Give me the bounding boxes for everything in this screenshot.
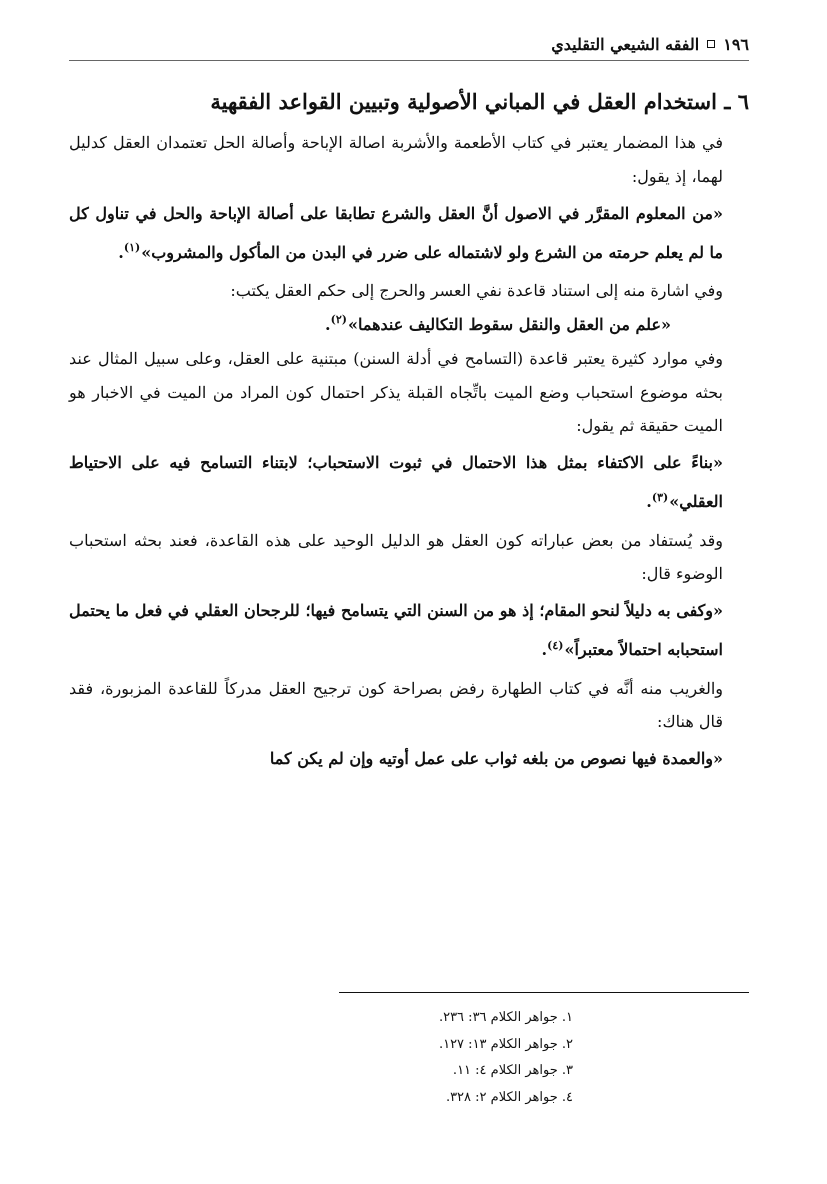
quote-4: «وكفى به دليلاً لنحو المقام؛ إذ هو من السنن التي يتسامح فيها؛ للرجحان العقلي في فعل ما يحتمل استحبابه احتمالاً معتبراً»$^{(٤)}$. bbox=[69, 601, 724, 659]
footnote-ref-4: (٤) bbox=[547, 638, 564, 652]
quote-2: «علم من العقل والنقل سقوط التكاليف عندهما»$^{(٢)}$. bbox=[325, 313, 671, 334]
footnote-divider bbox=[339, 992, 749, 993]
quote-4-text: «وكفى به دليلاً لنحو المقام؛ إذ هو من السنن التي يتسامح فيها؛ للرجحان العقلي في فعل ما يحتمل استحبابه احتمالاً معتبراً» bbox=[69, 601, 724, 659]
footnote-ref-1: (١) bbox=[123, 241, 141, 255]
body-paragraph-5: والغريب منه أنَّه في كتاب الطهارة رفض بصراحة كون ترجيح العقل مدركاً للقاعدة المزبورة، فقد قال هناك: bbox=[69, 678, 723, 731]
footnotes bbox=[69, 992, 749, 1112]
section-title: ٦ ـ استخدام العقل في المباني الأصولية وتبيين القواعد الفقهية bbox=[210, 89, 749, 114]
footnote-ref-3: (٣) bbox=[651, 490, 669, 504]
header-divider bbox=[69, 60, 749, 61]
main-content bbox=[69, 88, 749, 781]
quote-3-text: «بناءً على الاكتفاء بمثل هذا الاحتمال في ثبوت الاستحباب؛ لابتناء التسامح فيه على الاحتياط العقلي» bbox=[69, 453, 723, 511]
footnote-1: ١. جواهر الكلام ٣٦: ٢٣٦. bbox=[438, 1010, 573, 1025]
footnote-3: ٣. جواهر الكلام ٤: ١١. bbox=[452, 1063, 573, 1079]
body-paragraph-1: في هذا المضمار يعتبر في كتاب الأطعمة والأشربة اصالة الإباحة وأصالة الحل تعتمدان العقل كدليل لهما، إذ يقول: bbox=[69, 133, 723, 186]
footnote-ref-2: (٢) bbox=[330, 313, 347, 327]
footnote-2: ٢. جواهر الكلام ١٣: ١٢٧. bbox=[438, 1036, 573, 1052]
book-title: الفقه الشيعي التقليدي bbox=[551, 34, 700, 54]
footnote-4: ٤. جواهر الكلام ٢: ٣٢٨. bbox=[445, 1089, 573, 1105]
quote-1-text: «من المعلوم المقرَّر في الاصول أنَّ العقل والشرع تطابقا على أصالة الإباحة والحل في تناول كل ما لم يعلم حرمته من الشرع ولو لاشتماله على ضرر في البدن من المأكول والمشروب» bbox=[69, 203, 723, 262]
running-header bbox=[69, 30, 749, 58]
page-number: ١٩٦ bbox=[723, 34, 749, 54]
quote-5: «والعمدة فيها نصوص من بلغه ثواب على عمل أوتيه وإن لم يكن كما bbox=[269, 749, 723, 769]
square-separator-icon bbox=[707, 40, 715, 48]
quote-1: «من المعلوم المقرَّر في الاصول أنَّ العقل والشرع تطابقا على أصالة الإباحة والحل في تناول كل ما لم يعلم حرمته من الشرع ولو لاشتماله على ضرر في البدن من المأكول والمشروب»$^{(١)}$. bbox=[69, 203, 723, 262]
quote-3: «بناءً على الاكتفاء بمثل هذا الاحتمال في ثبوت الاستحباب؛ لابتناء التسامح فيه على الاحتياط العقلي»$^{(٣)}$. bbox=[69, 453, 723, 511]
quote-2-text: «علم من العقل والنقل سقوط التكاليف عندهما» bbox=[347, 314, 671, 334]
body-paragraph-4: وقد يُستفاد من بعض عباراته كون العقل هو الدليل الوحيد على هذه القاعدة، فعند بحثه استحباب الوضوء قال: bbox=[69, 530, 724, 583]
body-paragraph-2: وفي اشارة منه إلى استناد قاعدة نفي العسر والحرج إلى حكم العقل يكتب: bbox=[230, 281, 723, 301]
body-paragraph-3: وفي موارد كثيرة يعتبر قاعدة (التسامح في أدلة السنن) مبتنية على العقل، وعلى سبيل المثال عند بحثه موضوع استحباب وضع الميت باتِّجاه القبلة يذكر احتمال كون المراد من الميت في الاخبار هو الميت حقيقة ثم يقول: bbox=[69, 349, 723, 435]
